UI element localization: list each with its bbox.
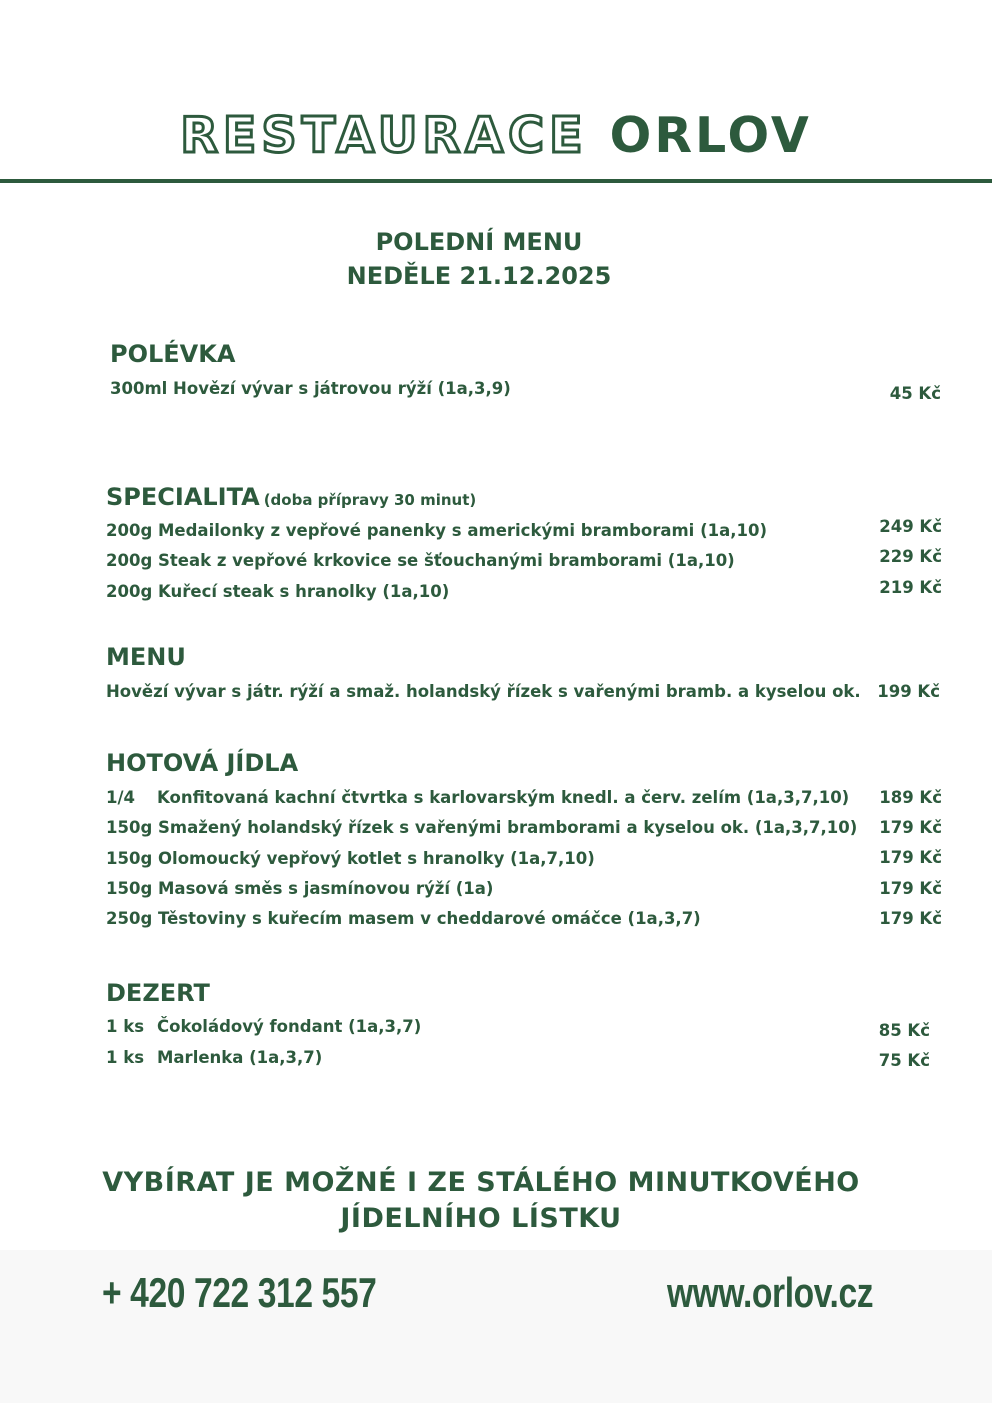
section-title-special-label: SPECIALITA <box>106 483 260 511</box>
item-price: 179 Kč <box>879 909 942 928</box>
header-divider <box>0 179 992 183</box>
item-qty: 150g <box>106 879 153 898</box>
item-price: 199 Kč <box>877 682 940 701</box>
item-qty: 150g <box>106 849 153 868</box>
item-name: Masová směs s jasmínovou rýží (1a) <box>158 879 494 898</box>
menu-item <box>106 878 493 900</box>
item-qty: 1 ks <box>106 1017 145 1036</box>
item-qty: 250g <box>106 909 153 928</box>
section-title-soup: POLÉVKA <box>110 340 236 368</box>
menu-item <box>106 817 857 839</box>
section-title-dessert: DEZERT <box>106 979 210 1007</box>
menu-item <box>106 848 595 870</box>
menu-item <box>106 908 701 930</box>
menu-item <box>106 681 861 703</box>
item-name: Smažený holandský řízek s vařenými bramborami a kyselou ok. (1a,3,7,10) <box>158 818 858 837</box>
menu-item <box>106 550 735 572</box>
item-price: 179 Kč <box>879 818 942 837</box>
menu-item <box>106 787 849 809</box>
item-price: 229 Kč <box>879 547 942 566</box>
item-qty: 200g <box>106 521 153 540</box>
menu-item <box>106 581 449 603</box>
menu-item <box>106 1016 421 1038</box>
item-name: Konfitovaná kachní čtvrtka s karlovarským knedl. a červ. zelím (1a,3,7,10) <box>157 788 850 807</box>
phone-number: + 420 722 312 557 <box>102 1269 377 1316</box>
section-title-menu: MENU <box>106 643 186 671</box>
item-price: 179 Kč <box>879 879 942 898</box>
menu-title: POLEDNÍ MENU <box>375 228 583 256</box>
item-price: 75 Kč <box>878 1051 930 1070</box>
item-price: 249 Kč <box>879 517 942 536</box>
brand-word-outline: RESTAURACE <box>180 107 588 164</box>
item-price: 45 Kč <box>889 384 941 403</box>
section-note: (doba přípravy 30 minut) <box>263 491 477 509</box>
item-name: Čokoládový fondant (1a,3,7) <box>157 1017 422 1036</box>
menu-item <box>110 378 511 400</box>
section-title-ready-meals: HOTOVÁ JÍDLA <box>106 749 299 777</box>
item-name: Hovězí vývar s játr. rýží a smaž. holandský řízek s vařenými bramb. a kyselou ok. <box>106 682 861 701</box>
menu-date: NEDĚLE 21.12.2025 <box>346 262 612 290</box>
item-name: Hovězí vývar s játrovou rýží (1a,3,9) <box>173 379 511 398</box>
item-name: Marlenka (1a,3,7) <box>157 1048 323 1067</box>
item-qty: 300ml <box>110 379 168 398</box>
section-title-special <box>106 482 476 515</box>
item-price: 179 Kč <box>879 848 942 867</box>
menu-item <box>106 520 767 542</box>
menu-item <box>106 1047 322 1069</box>
item-name: Steak z vepřové krkovice se šťouchanými bramborami (1a,10) <box>158 551 735 570</box>
item-qty: 1 ks <box>106 1048 145 1067</box>
item-name: Olomoucký vepřový kotlet s hranolky (1a,7,10) <box>158 849 595 868</box>
item-qty: 200g <box>106 551 153 570</box>
item-qty: 150g <box>106 818 153 837</box>
footer-note-line1: VYBÍRAT JE MOŽNÉ I ZE STÁLÉHO MINUTKOVÉHO <box>102 1167 860 1198</box>
item-name: Kuřecí steak s hranolky (1a,10) <box>158 582 450 601</box>
footer-note-line2: JÍDELNÍHO LÍSTKU <box>340 1203 622 1234</box>
item-qty: 1/4 <box>106 788 135 807</box>
website-link[interactable]: www.orlov.cz <box>667 1269 874 1316</box>
item-name: Těstoviny s kuřecím masem v cheddarové omáčce (1a,3,7) <box>158 909 701 928</box>
item-qty: 200g <box>106 582 153 601</box>
restaurant-logo <box>0 108 992 164</box>
item-name: Medailonky z vepřové panenky s americkými bramborami (1a,10) <box>158 521 768 540</box>
brand-word-solid: ORLOV <box>609 107 812 164</box>
item-price: 219 Kč <box>879 578 942 597</box>
item-price: 85 Kč <box>878 1021 930 1040</box>
item-price: 189 Kč <box>879 788 942 807</box>
